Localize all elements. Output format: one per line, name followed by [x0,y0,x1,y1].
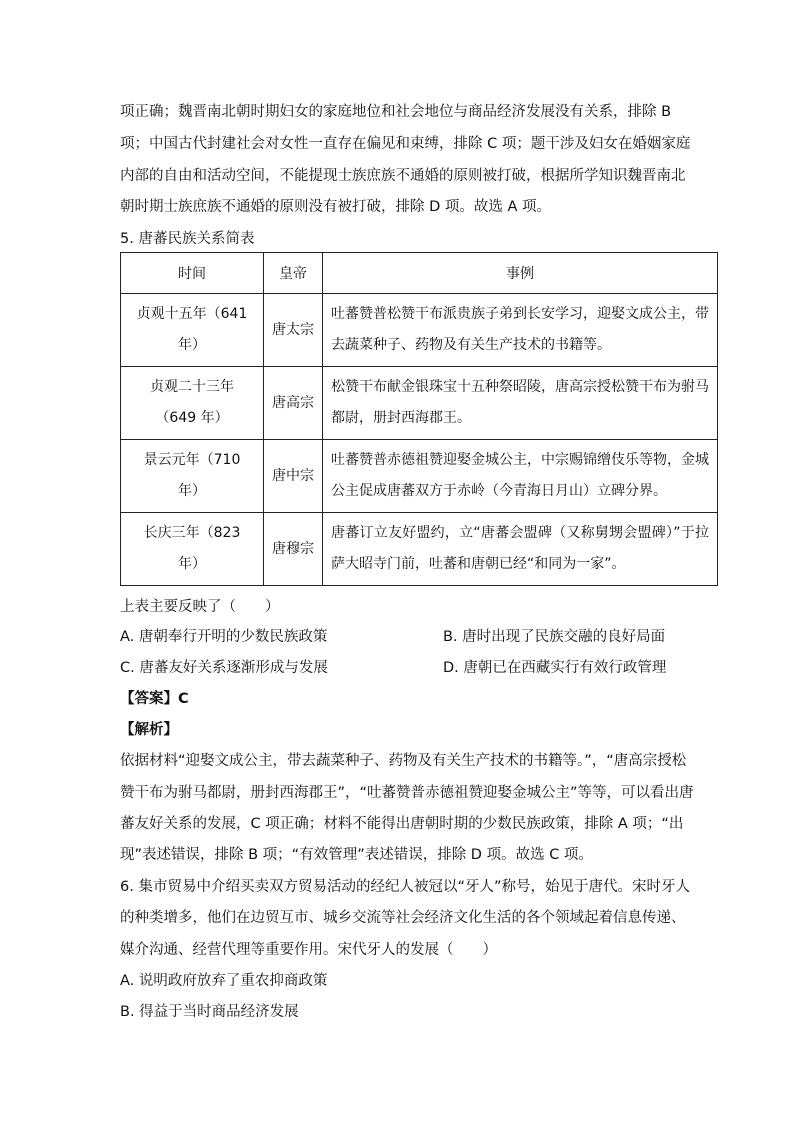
analysis-label: 【解析】 [120,722,178,738]
event-cell: 吐蕃赞普松赞干布派贵族子弟到长安学习，迎娶文成公主，带去蔬菜种子、药物及有关生产技术的书籍等。 [323,294,718,367]
analysis-line: 现”表述错误，排除 B 项；“有效管理”表述错误，排除 D 项。故选 C 项。 [120,847,593,863]
table-row [121,367,718,440]
question-6-stem-line: 媒介沟通、经营代理等重要作用。宋代牙人的发展（ ） [120,942,497,958]
option-b: B. 唐时出现了民族交融的良好局面 [443,629,666,645]
option-d: D. 唐朝已在西藏实行有效行政管理 [443,660,667,676]
time-cell: 贞观二十三年（649 年） [121,367,264,440]
question-5-title: 5. 唐蕃民族关系简表 [120,231,255,247]
table-header-row [121,253,718,294]
question-5-stem: 上表主要反映了（ ） [120,599,280,615]
time-cell: 景云元年（710 年） [121,440,264,513]
table-row [121,294,718,367]
emperor-cell: 唐高宗 [264,367,323,440]
text-line: 朝时期士族庶族不通婚的原则没有被打破，排除 D 项。故选 A 项。 [120,199,552,215]
option-a: A. 说明政府放弃了重农抑商政策 [120,973,328,989]
table-row [121,513,718,586]
event-cell: 吐蕃赞普赤德祖赞迎娶金城公主，中宗赐锦缯伎乐等物，金城公主促成唐蕃双方于赤岭（今青海日月山）立碑分界。 [323,440,718,513]
table-header-emperor: 皇帝 [264,253,323,294]
time-cell: 贞观十五年（641 年） [121,294,264,367]
table-row [121,440,718,513]
question-6-stem-line: 的种类增多，他们在边贸互市、城乡交流等社会经济文化生活的各个领域起着信息传递、 [120,910,686,926]
event-cell: 唐蕃订立友好盟约，立“唐蕃会盟碑（又称舅甥会盟碑）”于拉萨大昭寺门前，吐蕃和唐朝已经“和同为一家”。 [323,513,718,586]
table-header-time: 时间 [121,253,264,294]
text-line: 项；中国古代封建社会对女性一直存在偏见和束缚，排除 C 项；题干涉及妇女在婚姻家庭 [120,136,691,152]
emperor-cell: 唐太宗 [264,294,323,367]
analysis-line: 蕃友好关系的发展，C 项正确；材料不能得出唐朝时期的少数民族政策，排除 A 项；“出 [120,816,684,832]
option-a: A. 唐朝奉行开明的少数民族政策 [120,629,328,645]
option-c: C. 唐蕃友好关系逐渐形成与发展 [120,660,328,676]
question-6-stem-line: 6. 集市贸易中介绍买卖双方贸易活动的经纪人被冠以“牙人”称号，始见于唐代。宋时牙人 [120,879,690,895]
time-cell: 长庆三年（823 年） [121,513,264,586]
option-b: B. 得益于当时商品经济发展 [120,1004,299,1020]
analysis-line: 依据材料“迎娶文成公主，带去蔬菜种子、药物及有关生产技术的书籍等。”，“唐高宗授松 [120,753,687,769]
event-cell: 松赞干布献金银珠宝十五种祭昭陵，唐高宗授松赞干布为驸马都尉，册封西海郡王。 [323,367,718,440]
answer-label: 【答案】C [120,691,189,707]
emperor-cell: 唐穆宗 [264,513,323,586]
analysis-line: 赞干布为驸马都尉，册封西海郡王”，“吐蕃赞普赤德祖赞迎娶金城公主”等等，可以看出唐 [120,785,694,801]
text-line: 内部的自由和活动空间，不能提现士族庶族不通婚的原则被打破，根据所学知识魏晋南北 [120,168,686,184]
table-header-event: 事例 [323,253,718,294]
tang-tibet-relations-table [120,252,718,586]
emperor-cell: 唐中宗 [264,440,323,513]
text-line: 项正确；魏晋南北朝时期妇女的家庭地位和社会地位与商品经济发展没有关系，排除 B [120,104,672,120]
